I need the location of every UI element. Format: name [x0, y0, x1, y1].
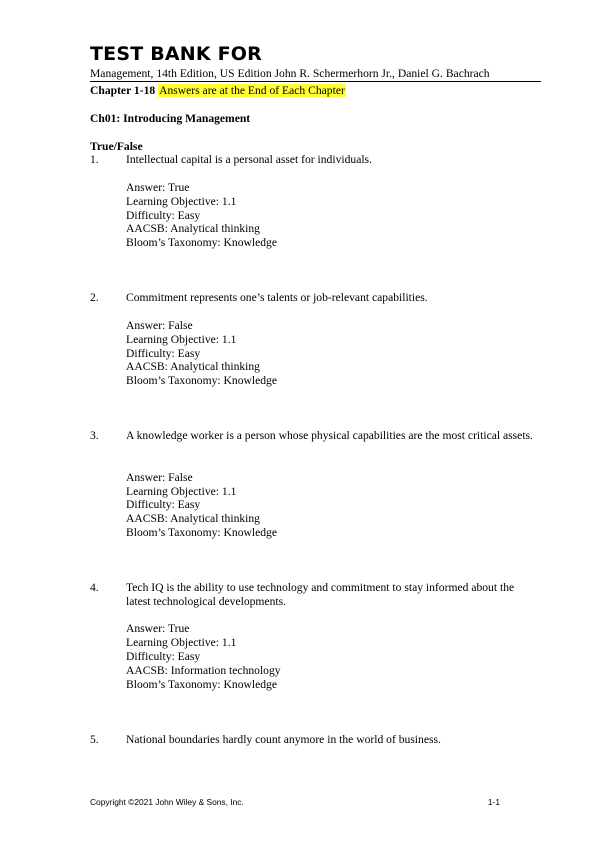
question-text: Commitment represents one’s talents or job-relevant capabilities. [126, 291, 428, 304]
aacsb: AACSB: Analytical thinking [126, 360, 260, 373]
chapter-line [90, 84, 346, 98]
difficulty: Difficulty: Easy [126, 650, 201, 663]
difficulty: Difficulty: Easy [126, 498, 201, 511]
book-subtitle: Management, 14th Edition, US Edition John R. Schermerhorn Jr., Daniel G. Bachrach [90, 67, 490, 80]
chapter-note-highlight: Answers are at the End of Each Chapter [159, 84, 345, 97]
question-number: 5. [90, 733, 99, 746]
question-text: A knowledge worker is a person whose physical capabilities are the most critical assets. [126, 429, 533, 442]
answer: Answer: True [126, 622, 190, 635]
learning-objective: Learning Objective: 1.1 [126, 195, 237, 208]
difficulty: Difficulty: Easy [126, 209, 201, 222]
section-title: Ch01: Introducing Management [90, 112, 251, 125]
question-text: National boundaries hardly count anymore in the world of business. [126, 733, 441, 746]
aacsb: AACSB: Analytical thinking [126, 222, 260, 235]
learning-objective: Learning Objective: 1.1 [126, 333, 237, 346]
chapter-label: Chapter 1-18 [90, 84, 156, 97]
aacsb: AACSB: Information technology [126, 664, 281, 677]
blooms-taxonomy: Bloom’s Taxonomy: Knowledge [126, 236, 277, 249]
blooms-taxonomy: Bloom’s Taxonomy: Knowledge [126, 678, 277, 691]
answer: Answer: False [126, 319, 193, 332]
aacsb: AACSB: Analytical thinking [126, 512, 260, 525]
learning-objective: Learning Objective: 1.1 [126, 636, 237, 649]
copyright-notice: Copyright ©2021 John Wiley & Sons, Inc. [90, 797, 244, 807]
blooms-taxonomy: Bloom’s Taxonomy: Knowledge [126, 374, 277, 387]
document-title: TEST BANK FOR [90, 43, 262, 65]
page-number: 1-1 [487, 797, 500, 807]
question-number: 4. [90, 581, 99, 594]
learning-objective: Learning Objective: 1.1 [126, 485, 237, 498]
subsection-title: True/False [90, 140, 143, 153]
answer: Answer: True [126, 181, 190, 194]
question-text: Tech IQ is the ability to use technology and commitment to stay informed about the latest technological developments. [126, 581, 515, 608]
question-text: Intellectual capital is a personal asset for individuals. [126, 153, 372, 166]
answer: Answer: False [126, 471, 193, 484]
question-number: 3. [90, 429, 99, 442]
difficulty: Difficulty: Easy [126, 347, 201, 360]
blooms-taxonomy: Bloom’s Taxonomy: Knowledge [126, 526, 277, 539]
question-number: 1. [90, 153, 99, 166]
question-number: 2. [90, 291, 99, 304]
header-rule [90, 81, 541, 82]
